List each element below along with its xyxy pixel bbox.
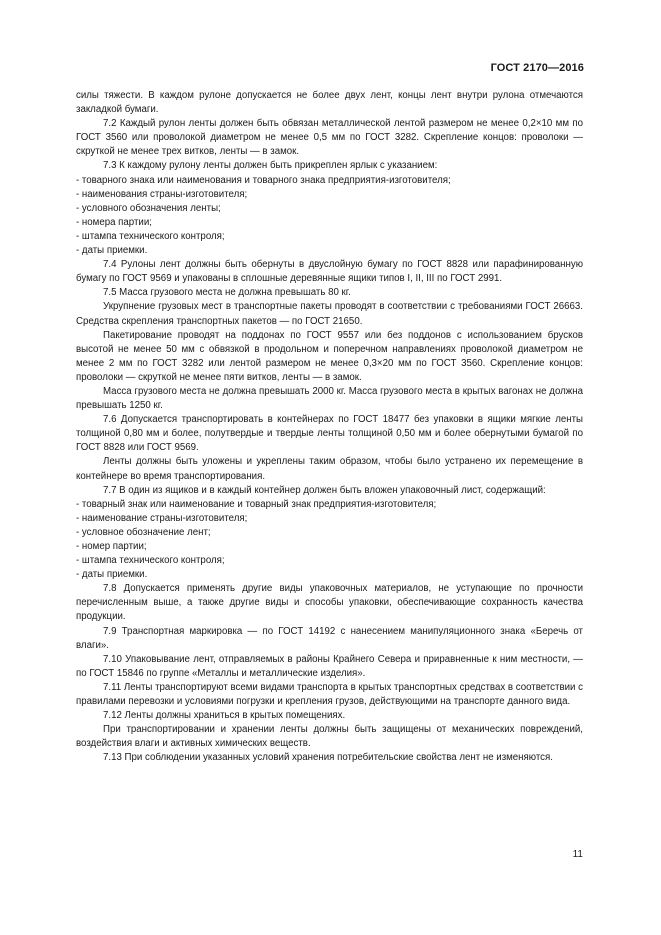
paragraph: 7.12 Ленты должны храниться в крытых помещениях. [103,710,346,722]
paragraph: Укрупнение грузовых мест в транспортные пакеты проводят в соответствии с требованиями ГОСТ 26663. Средства скрепления транспортных пакетов — по ГОСТ 21650. [76,301,583,327]
paragraph: 7.3 К каждому рулону ленты должен быть прикреплен ярлык с указанием: [103,160,438,172]
paragraph: - штампа технического контроля; [76,230,225,242]
paragraph: 7.2 Каждый рулон ленты должен быть обвязан металлической лентой размером не менее 0,2×10 мм по ГОСТ 3560 или проволокой диаметром не менее 0,5 мм по ГОСТ 3282. Скрепление концов: проволоки — скруткой не менее трех витков, ленты — в замок. [76,118,583,158]
body-text [76,89,583,766]
paragraph: - наименование страны-изготовителя; [76,512,248,524]
standard-designation: ГОСТ 2170—2016 [490,62,584,74]
paragraph: - наименования страны-изготовителя; [76,188,248,200]
paragraph: - товарный знак или наименование и товарный знак предприятия-изготовителя; [76,498,437,510]
paragraph: 7.4 Рулоны лент должны быть обернуты в двуслойную бумагу по ГОСТ 8828 или парафинированную бумагу по ГОСТ 9569 и упакованы в сплошные деревянные ящики типов I, II, III по ГОСТ 2991. [76,259,583,285]
paragraph: - условного обозначения ленты; [76,202,221,214]
paragraph: 7.11 Ленты транспортируют всеми видами транспорта в крытых транспортных средствах в соответствии с правилами перевозки и условиями погрузки и крепления грузов, действующими на транспорте данного вида. [76,681,583,708]
paragraph: 7.6 Допускается транспортировать в контейнерах по ГОСТ 18477 без упаковки в ящики мягкие ленты толщиной 0,80 мм и более, полутвердые и твердые ленты толщиной 0,50 мм и более обернутыми бумагой по ГОСТ 8828 или ГОСТ 9569. [76,414,583,454]
paragraph: Масса грузового места не должна превышать 2000 кг. Масса грузового места в крытых вагонах не должна превышать 1250 кг. [76,385,583,412]
paragraph: силы тяжести. В каждом рулоне допускается не более двух лент, концы лент внутри рулона отмечаются закладкой бумаги. [76,90,583,116]
paragraph: Пакетирование проводят на поддонах по ГОСТ 9557 или без поддонов с использованием брусков высотой не менее 50 мм с обвязкой в продольном и поперечном направлениях проволокой диаметром не менее 2 мм по ГОСТ 3282 или лентой размером не менее 0,3×20 мм по ГОСТ 3560. Скрепление концов: проволоки — скруткой не менее пяти витков, ленты — в замок. [76,329,583,383]
paragraph: При транспортировании и хранении ленты должны быть защищены от механических повреждений, воздействия влаги и активных химических веществ. [76,724,583,750]
paragraph: 7.7 В один из ящиков и в каждый контейнер должен быть вложен упаковочный лист, содержащий: [103,484,546,496]
paragraph: - условное обозначение лент; [76,526,211,538]
page-number: 11 [572,849,583,860]
paragraph: - номера партии; [76,216,152,228]
paragraph: - даты приемки. [76,245,148,257]
paragraph: - даты приемки. [76,569,148,581]
paragraph: 7.13 При соблюдении указанных условий хранения потребительские свойства лент не изменяются. [103,752,553,764]
paragraph: 7.10 Упаковывание лент, отправляемых в районы Крайнего Севера и приравненные к ним местности, — по ГОСТ 15846 по группе «Металлы и металлические изделия». [76,653,583,679]
paragraph: 7.9 Транспортная маркировка — по ГОСТ 14192 с нанесением манипуляционного знака «Беречь от влаги». [76,625,583,651]
paragraph: - номер партии; [76,541,147,552]
paragraph: 7.5 Масса грузового места не должна превышать 80 кг. [103,287,351,299]
paragraph: - штампа технического контроля; [76,555,225,567]
paragraph: 7.8 Допускается применять другие виды упаковочных материалов, не уступающие по прочности перечисленным выше, а также другие виды и способы упаковки, обеспечивающие сохранность качества продукции. [76,583,583,623]
paragraph: - товарного знака или наименования и товарного знака предприятия-изготовителя; [76,174,451,186]
paragraph: Ленты должны быть уложены и укреплены таким образом, чтобы было устранено их перемещение в контейнере во время транспортирования. [76,456,583,482]
